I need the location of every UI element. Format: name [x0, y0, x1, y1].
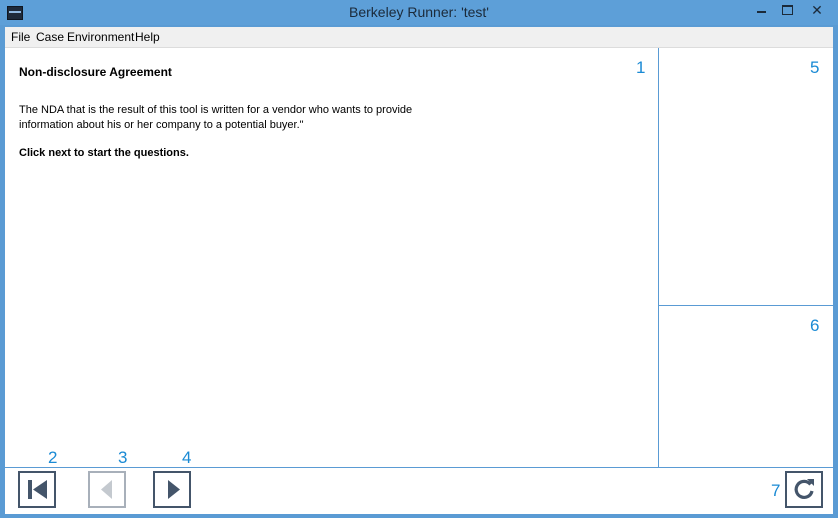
first-page-button[interactable]	[18, 471, 56, 508]
maximize-icon	[782, 5, 793, 15]
main-content-pane	[5, 48, 658, 467]
previous-button[interactable]	[88, 471, 126, 508]
document-body: The NDA that is the result of this tool is written for a vendor who wants to provide information about his or her company to a potential buyer."	[19, 104, 413, 131]
window-title: Berkeley Runner: 'test'	[349, 4, 489, 20]
close-icon: ✕	[811, 2, 823, 18]
minimize-button[interactable]	[747, 0, 775, 20]
prev-button-number: 3	[118, 448, 128, 467]
region-number-label: 6	[810, 316, 820, 335]
menu-file[interactable]: File	[11, 30, 31, 44]
refresh-button[interactable]	[785, 471, 823, 508]
close-button[interactable]	[801, 0, 833, 20]
menu-case[interactable]: Case	[36, 30, 65, 44]
title-bar[interactable]	[0, 0, 838, 25]
first-button-number: 2	[48, 448, 58, 467]
skip-to-start-icon	[20, 473, 54, 506]
next-button[interactable]	[153, 471, 191, 508]
navigation-bar	[5, 468, 833, 514]
maximize-button[interactable]	[776, 0, 800, 20]
document-instruction: Click next to start the questions.	[19, 147, 189, 159]
minimize-icon	[757, 11, 766, 13]
side-top-pane	[659, 48, 833, 305]
triangle-right-icon	[155, 473, 189, 506]
triangle-left-icon	[90, 473, 124, 506]
menu-help[interactable]: Help	[135, 30, 160, 44]
document-heading: Non-disclosure Agreement	[19, 65, 172, 79]
region-number-label: 1	[636, 58, 646, 77]
refresh-button-number: 7	[771, 481, 781, 500]
side-bottom-pane	[659, 306, 833, 467]
refresh-icon	[787, 473, 821, 506]
region-number-label: 5	[810, 58, 820, 77]
menu-environment[interactable]: Environment	[67, 30, 135, 44]
next-button-number: 4	[182, 448, 192, 467]
menu-bar	[5, 27, 833, 48]
